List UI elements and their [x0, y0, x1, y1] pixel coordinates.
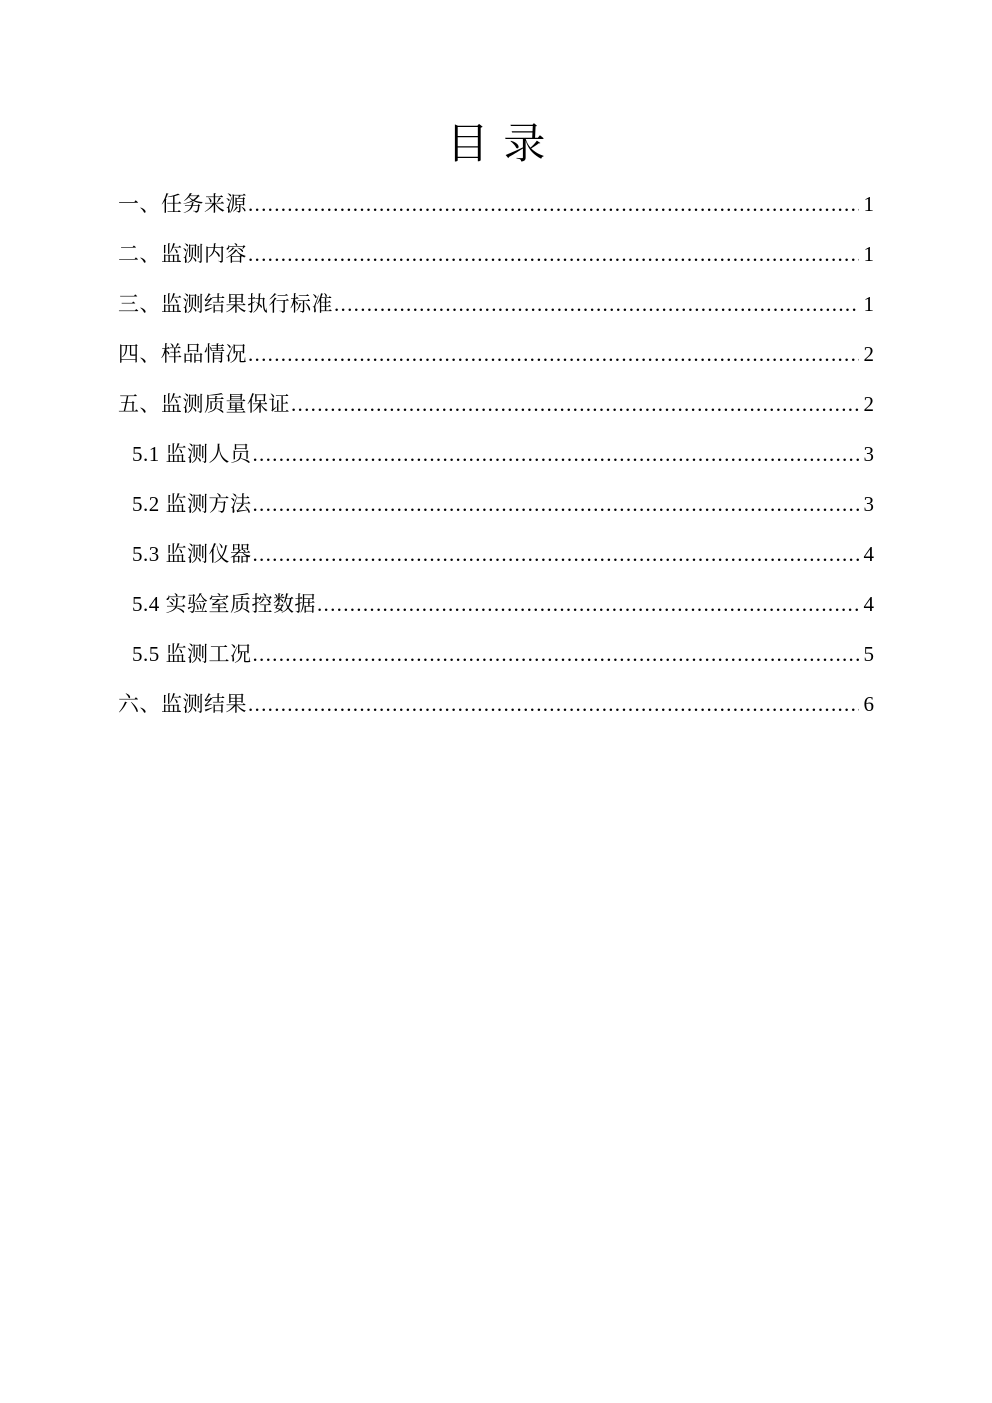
- toc-entry[interactable]: [118, 443, 874, 465]
- toc-entry-label: 5.1 监测人员: [132, 442, 252, 466]
- dot-leader: [317, 593, 859, 615]
- toc-entry-label: 一、任务来源: [118, 192, 247, 216]
- toc-entry-page: 4: [863, 592, 874, 616]
- toc-entry-label: 五、监测质量保证: [118, 392, 290, 416]
- toc-entry-label: 三、监测结果执行标准: [118, 292, 333, 316]
- dot-leader: [253, 493, 860, 515]
- dot-leader: [334, 293, 859, 315]
- dot-leader: [253, 443, 860, 465]
- toc-entry[interactable]: [118, 193, 874, 215]
- dot-leader: [253, 543, 860, 565]
- toc-entry[interactable]: [118, 393, 874, 415]
- toc-title: 目录: [446, 122, 561, 168]
- toc-entry-page: 5: [863, 642, 874, 666]
- dot-leader: [248, 343, 859, 365]
- toc-entry-page: 3: [863, 442, 874, 466]
- toc-entry[interactable]: [118, 593, 874, 615]
- toc-entry-label: 二、监测内容: [118, 242, 247, 266]
- dot-leader: [248, 693, 859, 715]
- toc-entry[interactable]: [118, 493, 874, 515]
- toc-entry-page: 4: [863, 542, 874, 566]
- toc-entry-label: 四、样品情况: [118, 342, 247, 366]
- toc-entry-page: 2: [863, 342, 874, 366]
- toc-entry[interactable]: [118, 293, 874, 315]
- toc-entry-label: 5.5 监测工况: [132, 642, 252, 666]
- toc-entry[interactable]: [118, 243, 874, 265]
- toc-entry-label: 5.2 监测方法: [132, 492, 252, 516]
- table-of-contents: [118, 193, 874, 715]
- toc-entry-label: 5.4 实验室质控数据: [132, 592, 316, 616]
- toc-entry-label: 六、监测结果: [118, 692, 247, 716]
- toc-entry-page: 2: [863, 392, 874, 416]
- toc-entry[interactable]: [118, 693, 874, 715]
- toc-entry[interactable]: [118, 643, 874, 665]
- toc-entry[interactable]: [118, 543, 874, 565]
- toc-entry-label: 5.3 监测仪器: [132, 542, 252, 566]
- dot-leader: [248, 193, 859, 215]
- toc-entry-page: 1: [863, 192, 874, 216]
- toc-entry-page: 1: [863, 292, 874, 316]
- dot-leader: [291, 393, 859, 415]
- toc-entry-page: 3: [863, 492, 874, 516]
- dot-leader: [253, 643, 860, 665]
- dot-leader: [248, 243, 859, 265]
- toc-entry-page: 1: [863, 242, 874, 266]
- toc-entry-page: 6: [863, 692, 874, 716]
- toc-entry[interactable]: [118, 343, 874, 365]
